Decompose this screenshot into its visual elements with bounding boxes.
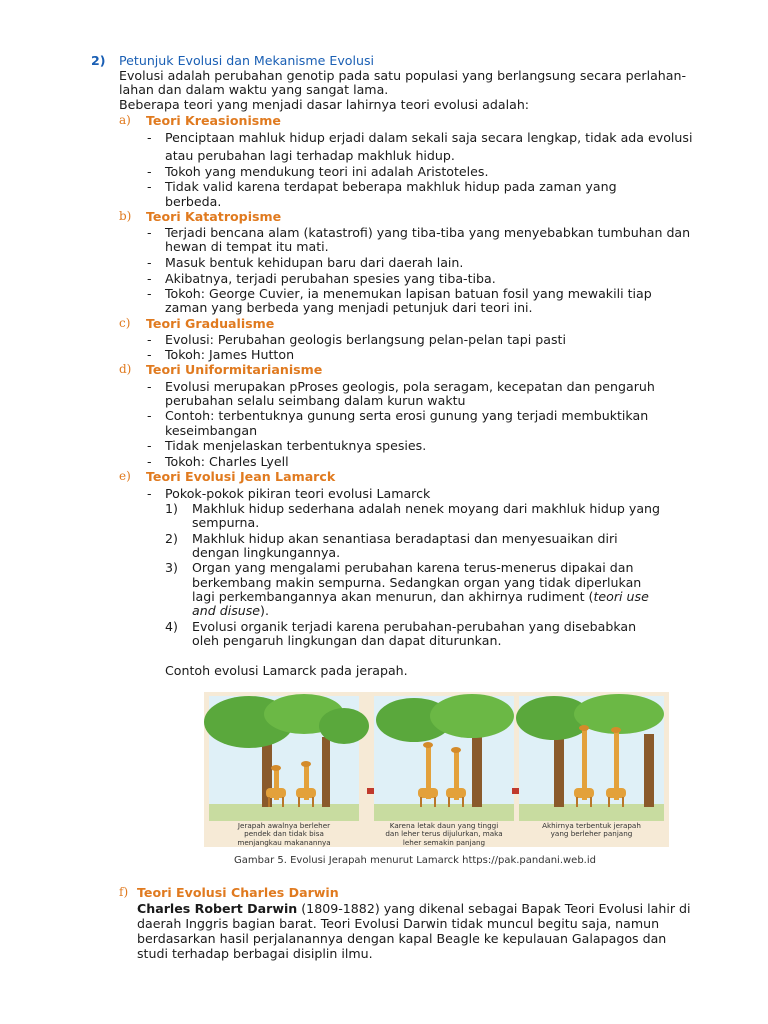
list-line: berkembang makin sempurna. Sedangkan organ yang tidak diperlukan	[192, 575, 642, 590]
text-run: ).	[260, 603, 269, 618]
list-line	[192, 589, 649, 604]
intro-line: Beberapa teori yang menjadi dasar lahirnya teori evolusi adalah:	[119, 97, 530, 112]
list-line: Akibatnya, terjadi perubahan spesies yang tiba-tiba.	[165, 271, 496, 286]
list-line: Terjadi bencana alam (katastrofi) yang tiba-tiba yang menyebabkan tumbuhan dan	[165, 225, 691, 240]
theory-letter: f)	[119, 885, 129, 899]
list-line: Masuk bentuk kehidupan baru dari daerah lain.	[165, 255, 464, 270]
list-line: Evolusi merupakan pProses geologis, pola seragam, kecepatan dan pengaruh	[165, 379, 655, 394]
list-line: oleh pengaruh lingkungan dan dapat diturunkan.	[192, 633, 502, 648]
list-line: Evolusi: Perubahan geologis berlangsung pelan-pelan tapi pasti	[165, 332, 566, 347]
panel-caption: Akhirnya terbentuk jerapah yang berleher panjang	[542, 821, 641, 839]
theory-letter: b)	[119, 209, 132, 223]
theory-title-kreasionisme: Teori Kreasionisme	[146, 113, 281, 128]
list-line: perubahan selalu seimbang dalam kurun waktu	[165, 393, 466, 408]
italic-term: teori use	[593, 589, 649, 604]
section-title: Petunjuk Evolusi dan Mekanisme Evolusi	[119, 53, 375, 68]
list-line: Evolusi organik terjadi karena perubahan-perubahan yang disebabkan	[192, 619, 637, 634]
list-line: Contoh: terbentuknya gunung serta erosi gunung yang terjadi membuktikan	[165, 408, 649, 423]
bullet-dash: -	[147, 286, 152, 301]
panel-2-scene	[374, 694, 514, 821]
panel-1-scene	[204, 694, 369, 821]
intro-line: Evolusi adalah perubahan genotip pada satu populasi yang berlangsung secara perlahan-	[119, 68, 687, 83]
bullet-dash: -	[147, 255, 152, 270]
panel-caption: Karena letak daun yang tinggi dan leher terus dijulurkan, maka leher semakin panjang	[385, 821, 503, 847]
list-line: Tokoh: George Cuvier, ia menemukan lapisan batuan fosil yang mewakili tiap	[165, 286, 652, 301]
list-line: Tokoh: James Hutton	[165, 347, 295, 362]
bullet-dash: -	[147, 179, 152, 194]
list-line: Tokoh: Charles Lyell	[165, 454, 289, 469]
bullet-dash: -	[147, 164, 152, 179]
figure-caption: Gambar 5. Evolusi Jerapah menurut Lamarck https://pak.pandani.web.id	[234, 855, 596, 866]
list-line: Makhluk hidup sederhana adalah nenek moyang dari makhluk hidup yang	[192, 501, 661, 516]
bullet-dash: -	[147, 271, 152, 286]
bullet-dash: -	[147, 454, 152, 469]
list-line: keseimbangan	[165, 423, 258, 438]
text-run: (1809-1882) yang dikenal sebagai Bapak Teori Evolusi lahir di	[297, 901, 691, 916]
darwin-line: daerah Inggris bagian barat. Teori Evolusi Darwin tidak muncul begitu saja, namun	[137, 916, 660, 931]
list-line: Makhluk hidup akan senantiasa beradaptasi dan menyesuaikan diri	[192, 531, 618, 546]
panel-caption: Jerapah awalnya berleher pendek dan tidak bisa menjangkau makanannya	[237, 821, 331, 847]
list-line: berbeda.	[165, 194, 222, 209]
theory-title-lamarck: Teori Evolusi Jean Lamarck	[146, 469, 336, 484]
giraffe-figure	[204, 692, 669, 847]
darwin-line: studi terhadap berbagai disiplin ilmu.	[137, 946, 373, 961]
bullet-dash: -	[147, 438, 152, 453]
example-text: Contoh evolusi Lamarck pada jerapah.	[165, 663, 408, 678]
list-line: Tidak menjelaskan terbentuknya spesies.	[165, 438, 427, 453]
theory-title-darwin: Teori Evolusi Charles Darwin	[137, 885, 339, 900]
theory-title-gradualisme: Teori Gradualisme	[146, 316, 275, 331]
theory-title-katatropisme: Teori Katatropisme	[146, 209, 282, 224]
darwin-name: Charles Robert Darwin	[137, 901, 298, 916]
theory-letter: d)	[119, 362, 132, 376]
bullet-dash: -	[147, 332, 152, 347]
list-line: Penciptaan mahluk hidup erjadi dalam sekali saja secara lengkap, tidak ada evolusi	[165, 130, 693, 145]
darwin-line	[137, 901, 691, 916]
theory-title-uniformitarianisme: Teori Uniformitarianisme	[146, 362, 323, 377]
item-number: 3)	[165, 560, 178, 575]
darwin-line: berdasarkan hasil perjalanannya dengan kapal Beagle ke kepulauan Galapagos dan	[137, 931, 667, 946]
section-number: 2)	[91, 53, 106, 68]
bullet-dash: -	[147, 225, 152, 240]
list-line: sempurna.	[192, 515, 260, 530]
list-line: hewan di tempat itu mati.	[165, 239, 329, 254]
list-line	[192, 603, 269, 618]
bullet-dash: -	[147, 130, 152, 145]
panel-3-scene	[516, 694, 664, 821]
item-number: 1)	[165, 501, 178, 516]
theory-letter: c)	[119, 316, 131, 330]
item-number: 4)	[165, 619, 178, 634]
list-line: Pokok-pokok pikiran teori evolusi Lamarck	[165, 486, 431, 501]
list-line: Tidak valid karena terdapat beberapa makhluk hidup pada zaman yang	[165, 179, 617, 194]
list-line: dengan lingkungannya.	[192, 545, 341, 560]
list-line: atau perubahan lagi terhadap makhluk hidup.	[165, 148, 455, 163]
bullet-dash: -	[147, 408, 152, 423]
list-line: Tokoh yang mendukung teori ini adalah Aristoteles.	[165, 164, 489, 179]
list-line: Organ yang mengalami perubahan karena terus-menerus dipakai dan	[192, 560, 634, 575]
theory-letter: e)	[119, 469, 131, 483]
text-run: lagi perkembangannya akan menurun, dan akhirnya rudiment (	[192, 589, 594, 604]
italic-term: and disuse	[192, 603, 261, 618]
list-line: zaman yang berbeda yang menjadi petunjuk dari teori ini.	[165, 300, 533, 315]
bullet-dash: -	[147, 379, 152, 394]
item-number: 2)	[165, 531, 178, 546]
theory-letter: a)	[119, 113, 131, 127]
intro-line: lahan dan dalam waktu yang sangat lama.	[119, 82, 389, 97]
bullet-dash: -	[147, 486, 152, 501]
bullet-dash: -	[147, 347, 152, 362]
